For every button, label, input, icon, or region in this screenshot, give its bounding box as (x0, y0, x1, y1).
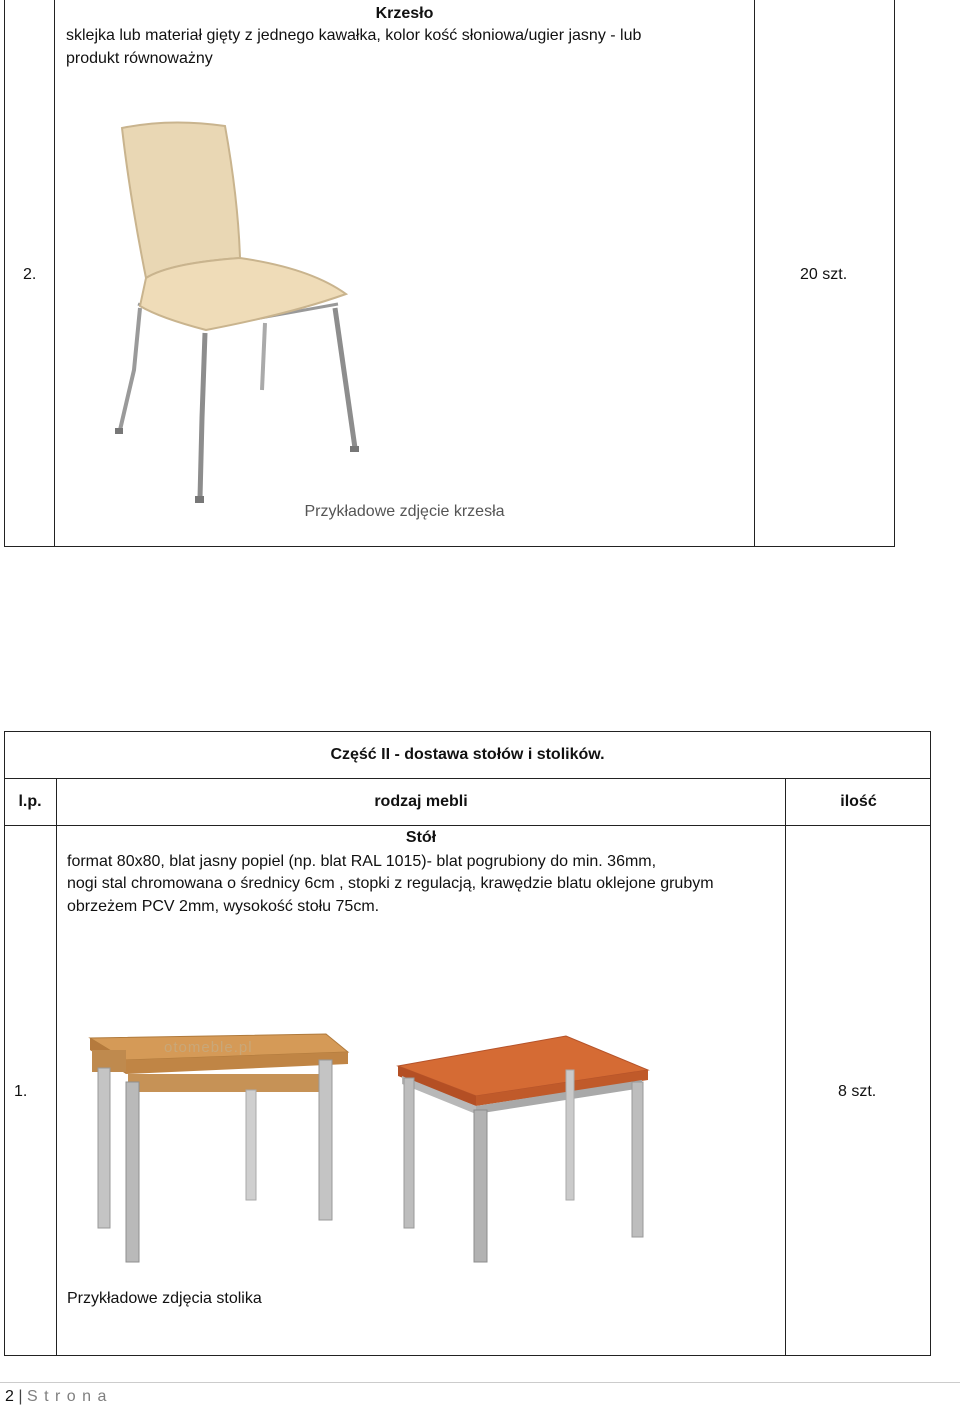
page-word: S t r o n a (26, 1388, 108, 1405)
chair-item-desc-line1: sklejka lub materiał gięty z jednego kawałka, kolor kość słoniowa/ugier jasny - lub (66, 27, 642, 44)
tables-col-divider-right (785, 778, 786, 1356)
chair-col-divider-left (54, 0, 55, 547)
chair-lp: 2. (23, 266, 37, 283)
page-number (5, 1385, 107, 1409)
wooden-table-photo (86, 1030, 351, 1265)
tables-heading: Część II - dostawa stołów i stolików. (330, 746, 605, 763)
chair-photo (110, 118, 360, 508)
page-number-separator: | (18, 1388, 27, 1405)
table-item-desc-line2: nogi stal chromowana o średnicy 6cm , stopki z regulacją, krawędzie blatu oklejone grubym (67, 875, 714, 892)
tables-heading-divider (4, 778, 931, 779)
col-type-header: rodzaj mebli (374, 793, 468, 810)
page-number-value: 2 (5, 1388, 14, 1405)
chair-item-desc-line2: produkt równoważny (66, 50, 213, 67)
orange-table-photo (396, 1030, 652, 1265)
table-qty: 8 szt. (838, 1083, 877, 1100)
chair-item-title: Krzesło (375, 5, 434, 22)
chair-col-divider-right (754, 0, 755, 547)
table-item-desc-line1: format 80x80, blat jasny popiel (np. blat RAL 1015)- blat pogrubiony do min. 36mm, (67, 853, 657, 870)
col-lp-header: l.p. (18, 793, 42, 810)
table-item-title: Stół (405, 829, 437, 846)
chair-photo-caption: Przykładowe zdjęcie krzesła (304, 503, 505, 520)
table-lp: 1. (14, 1083, 28, 1100)
watermark-text: otomeble.pl (164, 1039, 253, 1056)
col-qty-header: ilość (840, 793, 877, 810)
page-footer (0, 1382, 960, 1408)
table-photo-caption: Przykładowe zdjęcia stolika (67, 1290, 262, 1307)
chair-qty: 20 szt. (800, 266, 848, 283)
tables-col-divider-left (56, 778, 57, 1356)
table-item-desc-line3: obrzeżem PCV 2mm, wysokość stołu 75cm. (67, 898, 380, 915)
footer-rule (0, 1382, 960, 1383)
